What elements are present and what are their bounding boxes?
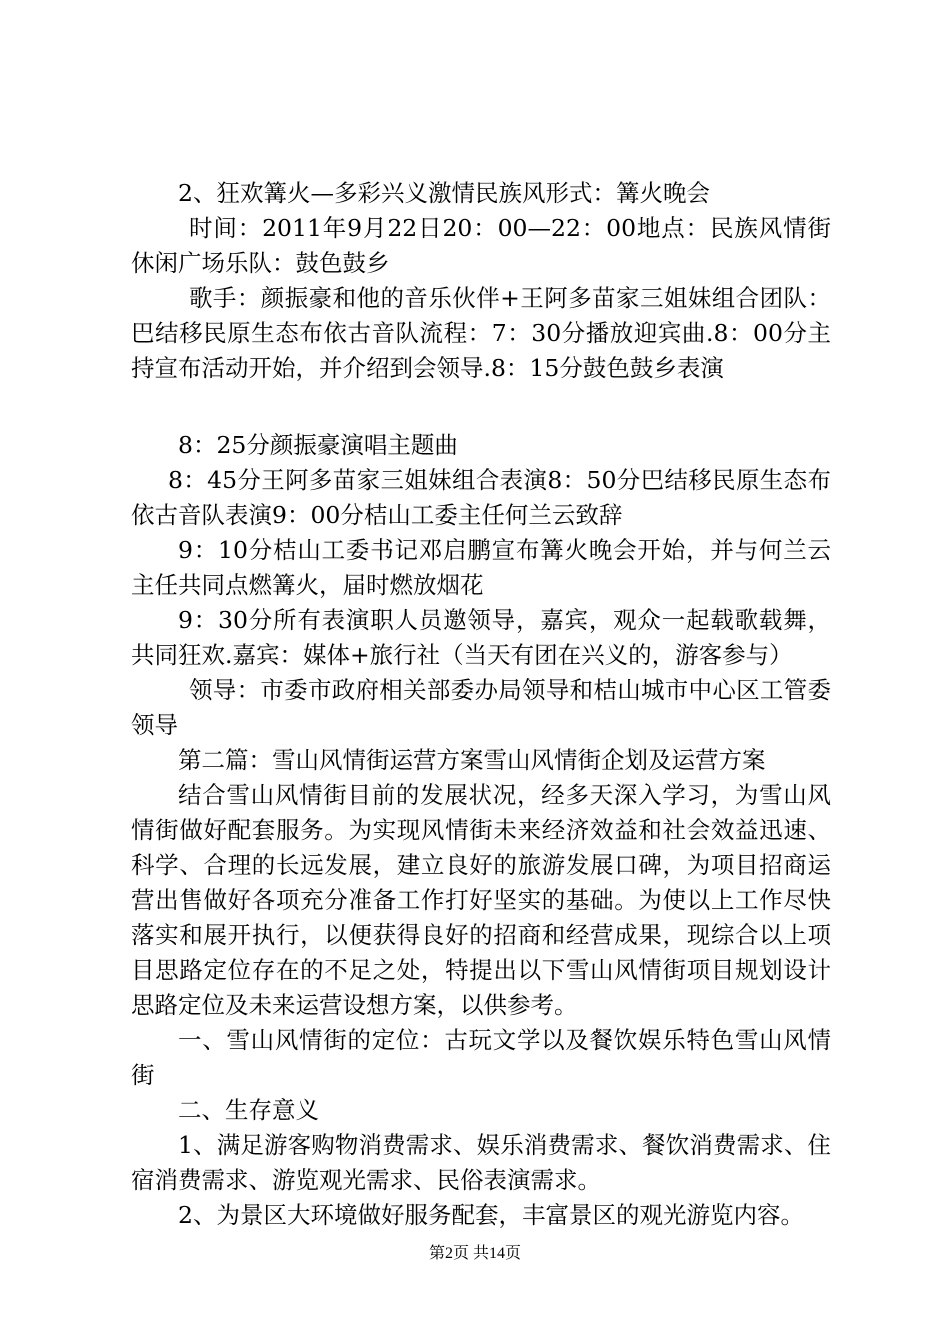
paragraph-significance-1: 1、满足游客购物消费需求、娱乐消费需求、餐饮消费需求、住宿消费需求、游览观光需求、民俗表演需求。 (131, 1131, 831, 1194)
paragraph-singers-schedule: 歌手：颜振豪和他的音乐伙伴+王阿多苗家三姐妹组合团队：巴结移民原生态布依古音队流程：7：30分播放迎宾曲.8：00分主持宣布活动开始，并介绍到会领导.8：15分鼓色鼓乡表演 (131, 284, 831, 382)
paragraph-introduction: 结合雪山风情街目前的发展状况，经多天深入学习，为雪山风情街做好配套服务。为实现风情街未来经济效益和社会效益迅速、科学、合理的长远发展，建立良好的旅游发展口碑，为项目招商运营出售做好各项充分准备工作打好坚实的基础。为使以上工作尽快落实和展开执行，以便获得良好的招商和经营成果，现综合以上项目思路定位存在的不足之处，特提出以下雪山风情街项目规划设计思路定位及未来运营设想方案，以供参考。 (131, 781, 831, 1019)
paragraph-schedule-845: 8：45分王阿多苗家三姐妹组合表演8：50分巴结移民原生态布依古音队表演9：00分桔山工委主任何兰云致辞 (131, 466, 831, 529)
paragraph-spacer (131, 386, 831, 428)
paragraph-bonfire-title: 2、狂欢篝火—多彩兴义激情民族风形式：篝火晚会 (178, 179, 710, 207)
paragraph-significance-heading: 二、生存意义 (178, 1096, 319, 1124)
paragraph-positioning: 一、雪山风情街的定位：古玩文学以及餐饮娱乐特色雪山风情街 (131, 1026, 831, 1089)
paragraph-time-location: 时间：2011年9月22日20：00—22：00地点：民族风情街休闲广场乐队：鼓色鼓乡 (131, 214, 831, 277)
paragraph-schedule-825: 8：25分颜振豪演唱主题曲 (178, 431, 458, 459)
paragraph-schedule-930: 9：30分所有表演职人员邀领导，嘉宾，观众一起载歌载舞，共同狂欢.嘉宾：媒体+旅行社（当天有团在兴义的，游客参与） (131, 606, 831, 669)
paragraph-schedule-910: 9：10分桔山工委书记邓启鹏宣布篝火晚会开始，并与何兰云主任共同点燃篝火，届时燃放烟花 (131, 536, 831, 599)
page-number-footer: 第2页 共14页 (428, 1245, 521, 1262)
paragraph-section-two-title: 第二篇：雪山风情街运营方案雪山风情街企划及运营方案 (178, 746, 766, 774)
paragraph-significance-2: 2、为景区大环境做好服务配套，丰富景区的观光游览内容。 (178, 1201, 804, 1229)
paragraph-leaders: 领导：市委市政府相关部委办局领导和桔山城市中心区工管委领导 (131, 676, 831, 739)
document-body (131, 176, 831, 1233)
